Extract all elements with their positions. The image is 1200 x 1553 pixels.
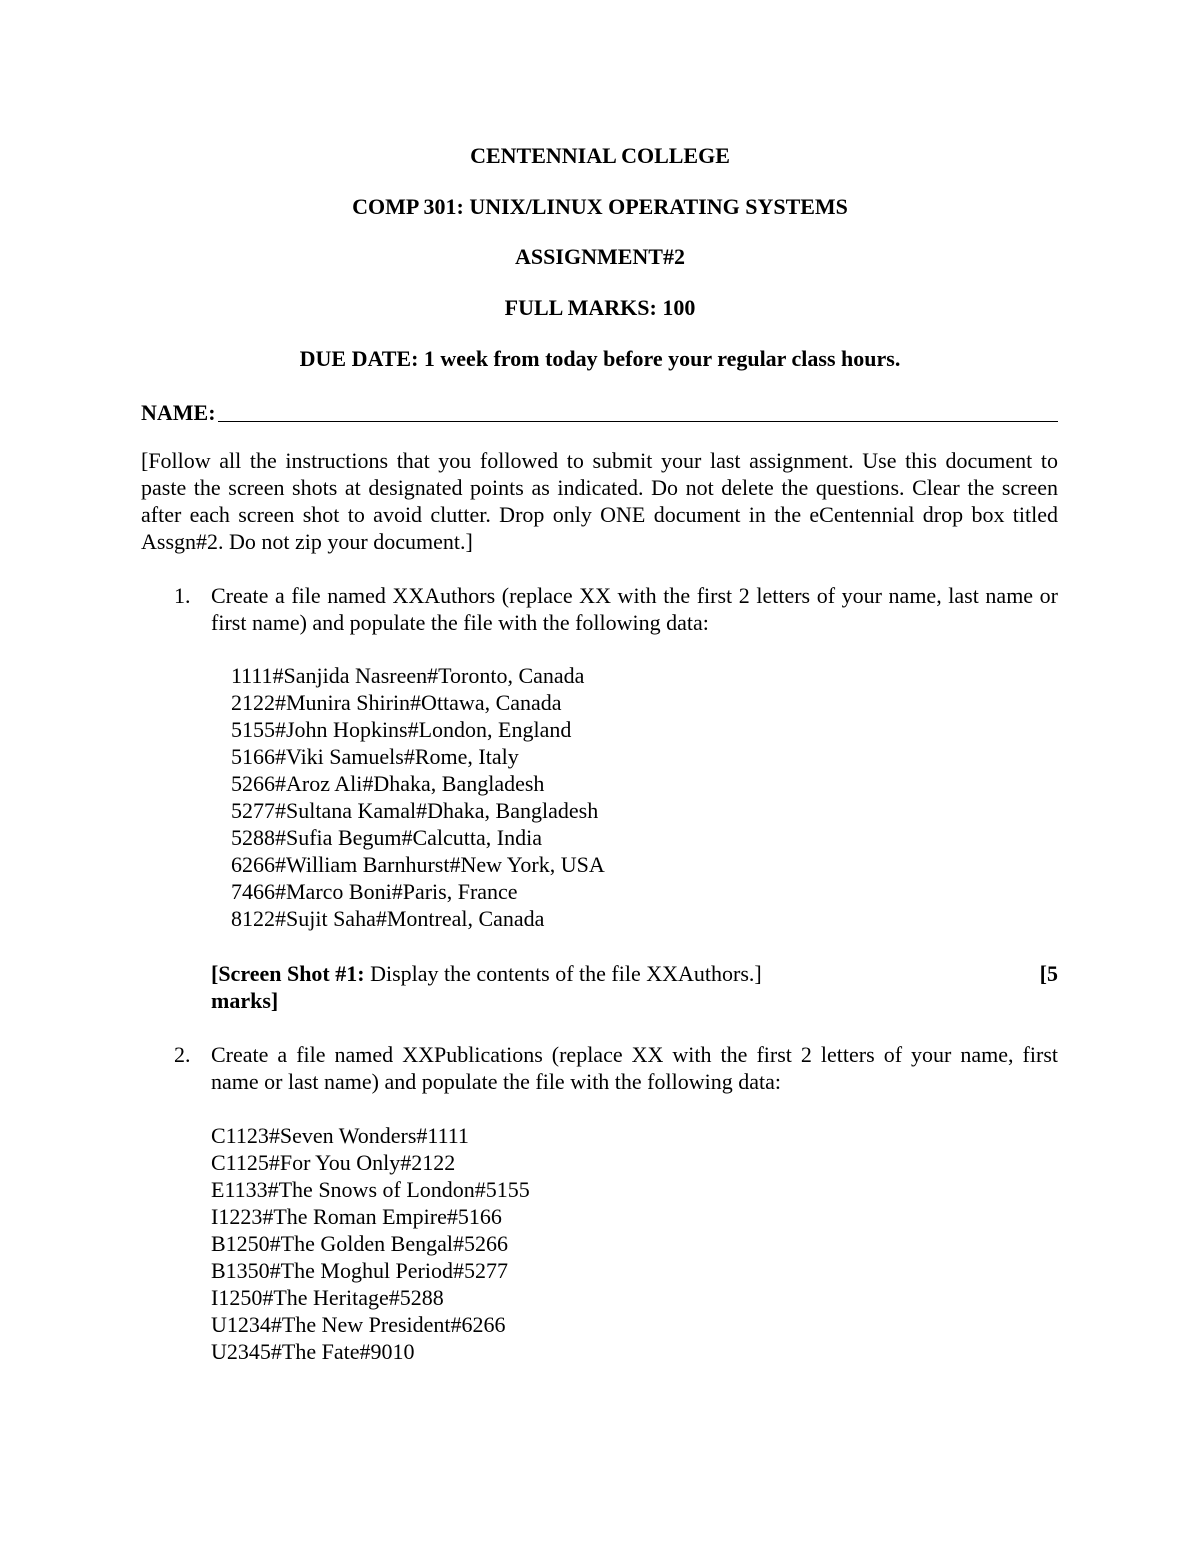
- assignment-title: ASSIGNMENT#2: [515, 244, 685, 269]
- screenshot-1-marks-open: [5: [1039, 961, 1058, 986]
- list-item: B1350#The Moghul Period#5277: [211, 1258, 508, 1283]
- list-item: 7466#Marco Boni#Paris, France: [231, 879, 518, 904]
- list-item: E1133#The Snows of London#5155: [211, 1177, 530, 1202]
- question-1-text: Create a file named XXAuthors (replace XX with the first 2 letters of your name, last name or first name) and populate the file with the following data:: [211, 583, 1058, 635]
- screenshot-1-text: Display the contents of the file XXAuthors.]: [364, 961, 762, 986]
- publications-data-list: [211, 1122, 530, 1365]
- list-item: C1123#Seven Wonders#1111: [211, 1123, 469, 1148]
- list-item: 5266#Aroz Ali#Dhaka, Bangladesh: [231, 771, 545, 796]
- list-item: 6266#William Barnhurst#New York, USA: [231, 852, 605, 877]
- question-2-text: Create a file named XXPublications (replace XX with the first 2 letters of your name, first name or last name) and populate the file with the following data:: [211, 1042, 1058, 1094]
- name-field-row: [141, 396, 1058, 426]
- list-item: B1250#The Golden Bengal#5266: [211, 1231, 508, 1256]
- name-blank-line[interactable]: [218, 399, 1058, 422]
- list-item: 5288#Sufia Begum#Calcutta, India: [231, 825, 542, 850]
- screenshot-1-marks-close: marks]: [211, 988, 279, 1013]
- list-item: 2122#Munira Shirin#Ottawa, Canada: [231, 690, 562, 715]
- list-item: 5155#John Hopkins#London, England: [231, 717, 572, 742]
- list-item: C1125#For You Only#2122: [211, 1150, 456, 1175]
- name-label: NAME:: [141, 400, 216, 425]
- list-item: I1250#The Heritage#5288: [211, 1285, 444, 1310]
- course-title: COMP 301: UNIX/LINUX OPERATING SYSTEMS: [352, 194, 848, 219]
- screenshot-1-label: [Screen Shot #1:: [211, 961, 365, 986]
- list-item: U1234#The New President#6266: [211, 1312, 506, 1337]
- full-marks: FULL MARKS: 100: [504, 295, 696, 320]
- list-item: I1223#The Roman Empire#5166: [211, 1204, 502, 1229]
- college-title: CENTENNIAL COLLEGE: [470, 143, 730, 168]
- list-item: 8122#Sujit Saha#Montreal, Canada: [231, 906, 545, 931]
- list-item: 5277#Sultana Kamal#Dhaka, Bangladesh: [231, 798, 599, 823]
- screenshot-1-instruction: [211, 960, 1058, 1014]
- list-item: U2345#The Fate#9010: [211, 1339, 415, 1364]
- due-date: DUE DATE: 1 week from today before your regular class hours.: [299, 346, 901, 371]
- list-item: 1111#Sanjida Nasreen#Toronto, Canada: [231, 663, 585, 688]
- authors-data-list: [231, 662, 605, 932]
- question-1-number: 1.: [174, 583, 191, 608]
- instructions-paragraph: [Follow all the instructions that you followed to submit your last assignment. Use this document to paste the screen shots at designated points as indicated. Do not delete the questions. Clear the screen after each screen shot to avoid clutter. Drop only ONE document in the eCentennial drop box titled Assgn#2. Do not zip your document.]: [141, 448, 1058, 554]
- question-2-number: 2.: [174, 1042, 191, 1067]
- list-item: 5166#Viki Samuels#Rome, Italy: [231, 744, 519, 769]
